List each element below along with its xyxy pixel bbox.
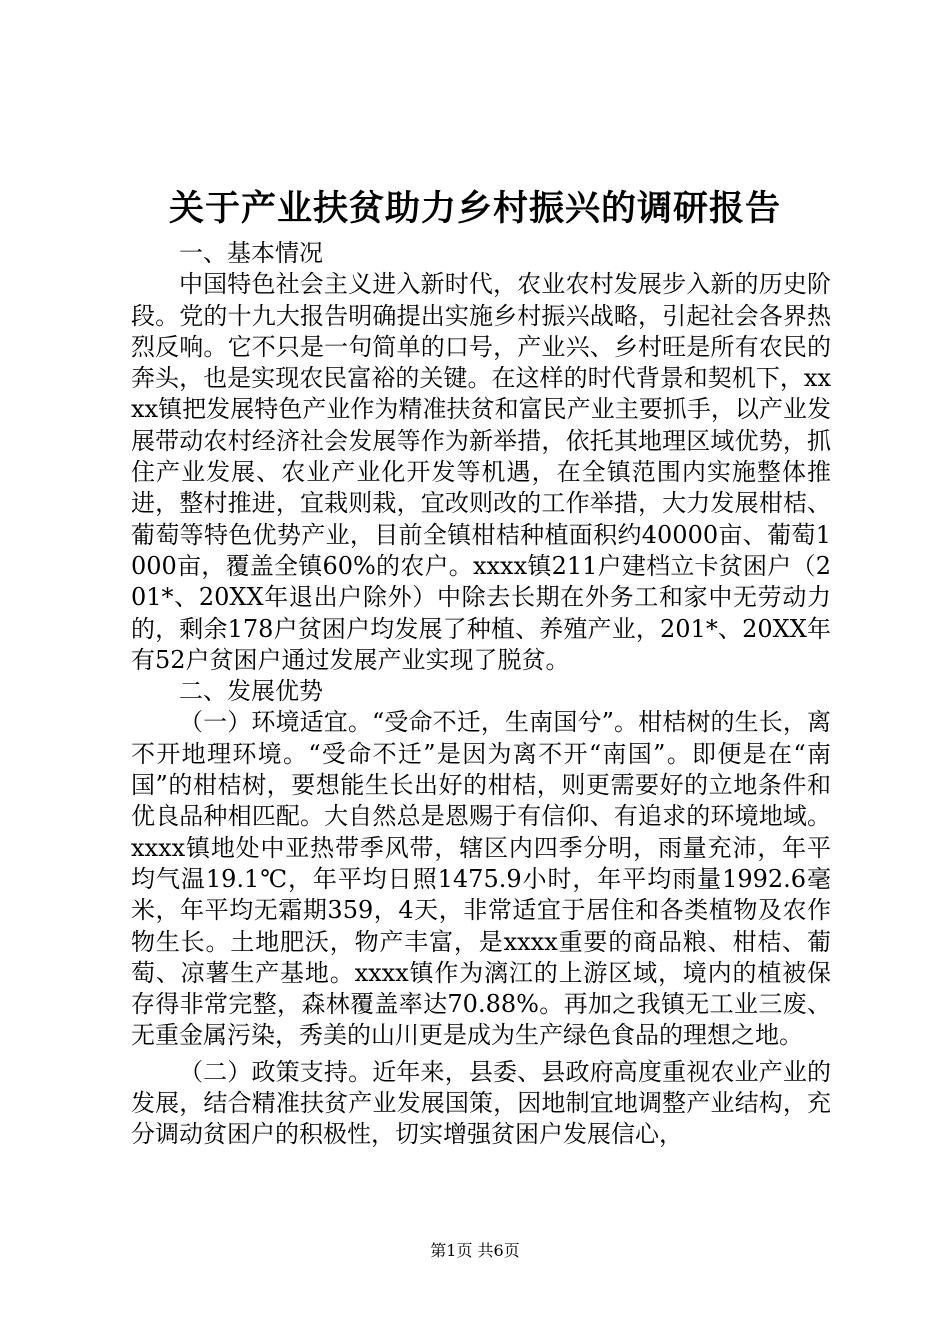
page-footer: 第1页 共6页 — [430, 1241, 520, 1260]
paragraph-environment: （一）环境适宜。“受命不迁，生南国兮”。柑桔树的生长，离不开地理环境。“受命不迁”是因为离不开“南国”。即便是在“南国”的柑桔树，要想能生长出好的柑桔，则更需要好的立地条件和优良品种相匹配。大自然总是恩赐于有信仰、有追求的环境地域。xxxx镇地处中亚热带季风带，辖区内四季分明，雨量充沛，年平均气温19.1℃，年平均日照1475.9小时，年平均雨量1992.6毫米，年平均无霜期359，4天，非常适宜于居住和各类植物及农作物生长。土地肥沃，物产丰富，是xxxx重要的商品粮、柑桔、葡萄、凉薯生产基地。xxxx镇作为漓江的上游区域，境内的植被保存得非常完整，森林覆盖率达70.88%。再加之我镇无工业三废、无重金属污染，秀美的山川更是成为生产绿色食品的理想之地。 — [131, 708, 831, 1050]
document-title: 关于产业扶贫助力乡村振兴的调研报告 — [168, 188, 781, 229]
paragraph-basic-situation: 中国特色社会主义进入新时代，农业农村发展步入新的历史阶段。党的十九大报告明确提出实施乡村振兴战略，引起社会各界热烈反响。它不只是一句简单的口号，产业兴、乡村旺是所有农民的奔头，也是实现农民富裕的关键。在这样的时代背景和契机下，xxxx镇把发展特色产业作为精准扶贫和富民产业主要抓手，以产业发展带动农村经济社会发展等作为新举措，依托其地理区域优势，抓住产业发展、农业产业化开发等机遇，在全镇范围内实施整体推进，整村推进，宜栽则栽，宜改则改的工作举措，大力发展柑桔、葡萄等特色优势产业，目前全镇柑桔种植面积约40000亩、葡萄1000亩，覆盖全镇60%的农户。xxxx镇211户建档立卡贫困户（201*、20XX年退出户除外）中除去长期在外务工和家中无劳动力的，剩余178户贫困户均发展了种植、养殖产业，201*、20XX年有52户贫困户通过发展产业实现了脱贫。 — [131, 270, 831, 674]
document-body — [131, 238, 831, 1151]
paragraph-policy-support: （二）政策支持。近年来，县委、县政府高度重视农业产业的发展，结合精准扶贫产业发展国策，因地制宜地调整产业结构，充分调动贫困户的积极性，切实增强贫困户发展信心， — [131, 1057, 831, 1149]
section-heading-basic-situation: 一、基本情况 — [179, 239, 323, 267]
section-heading-advantages: 二、发展优势 — [179, 677, 323, 706]
